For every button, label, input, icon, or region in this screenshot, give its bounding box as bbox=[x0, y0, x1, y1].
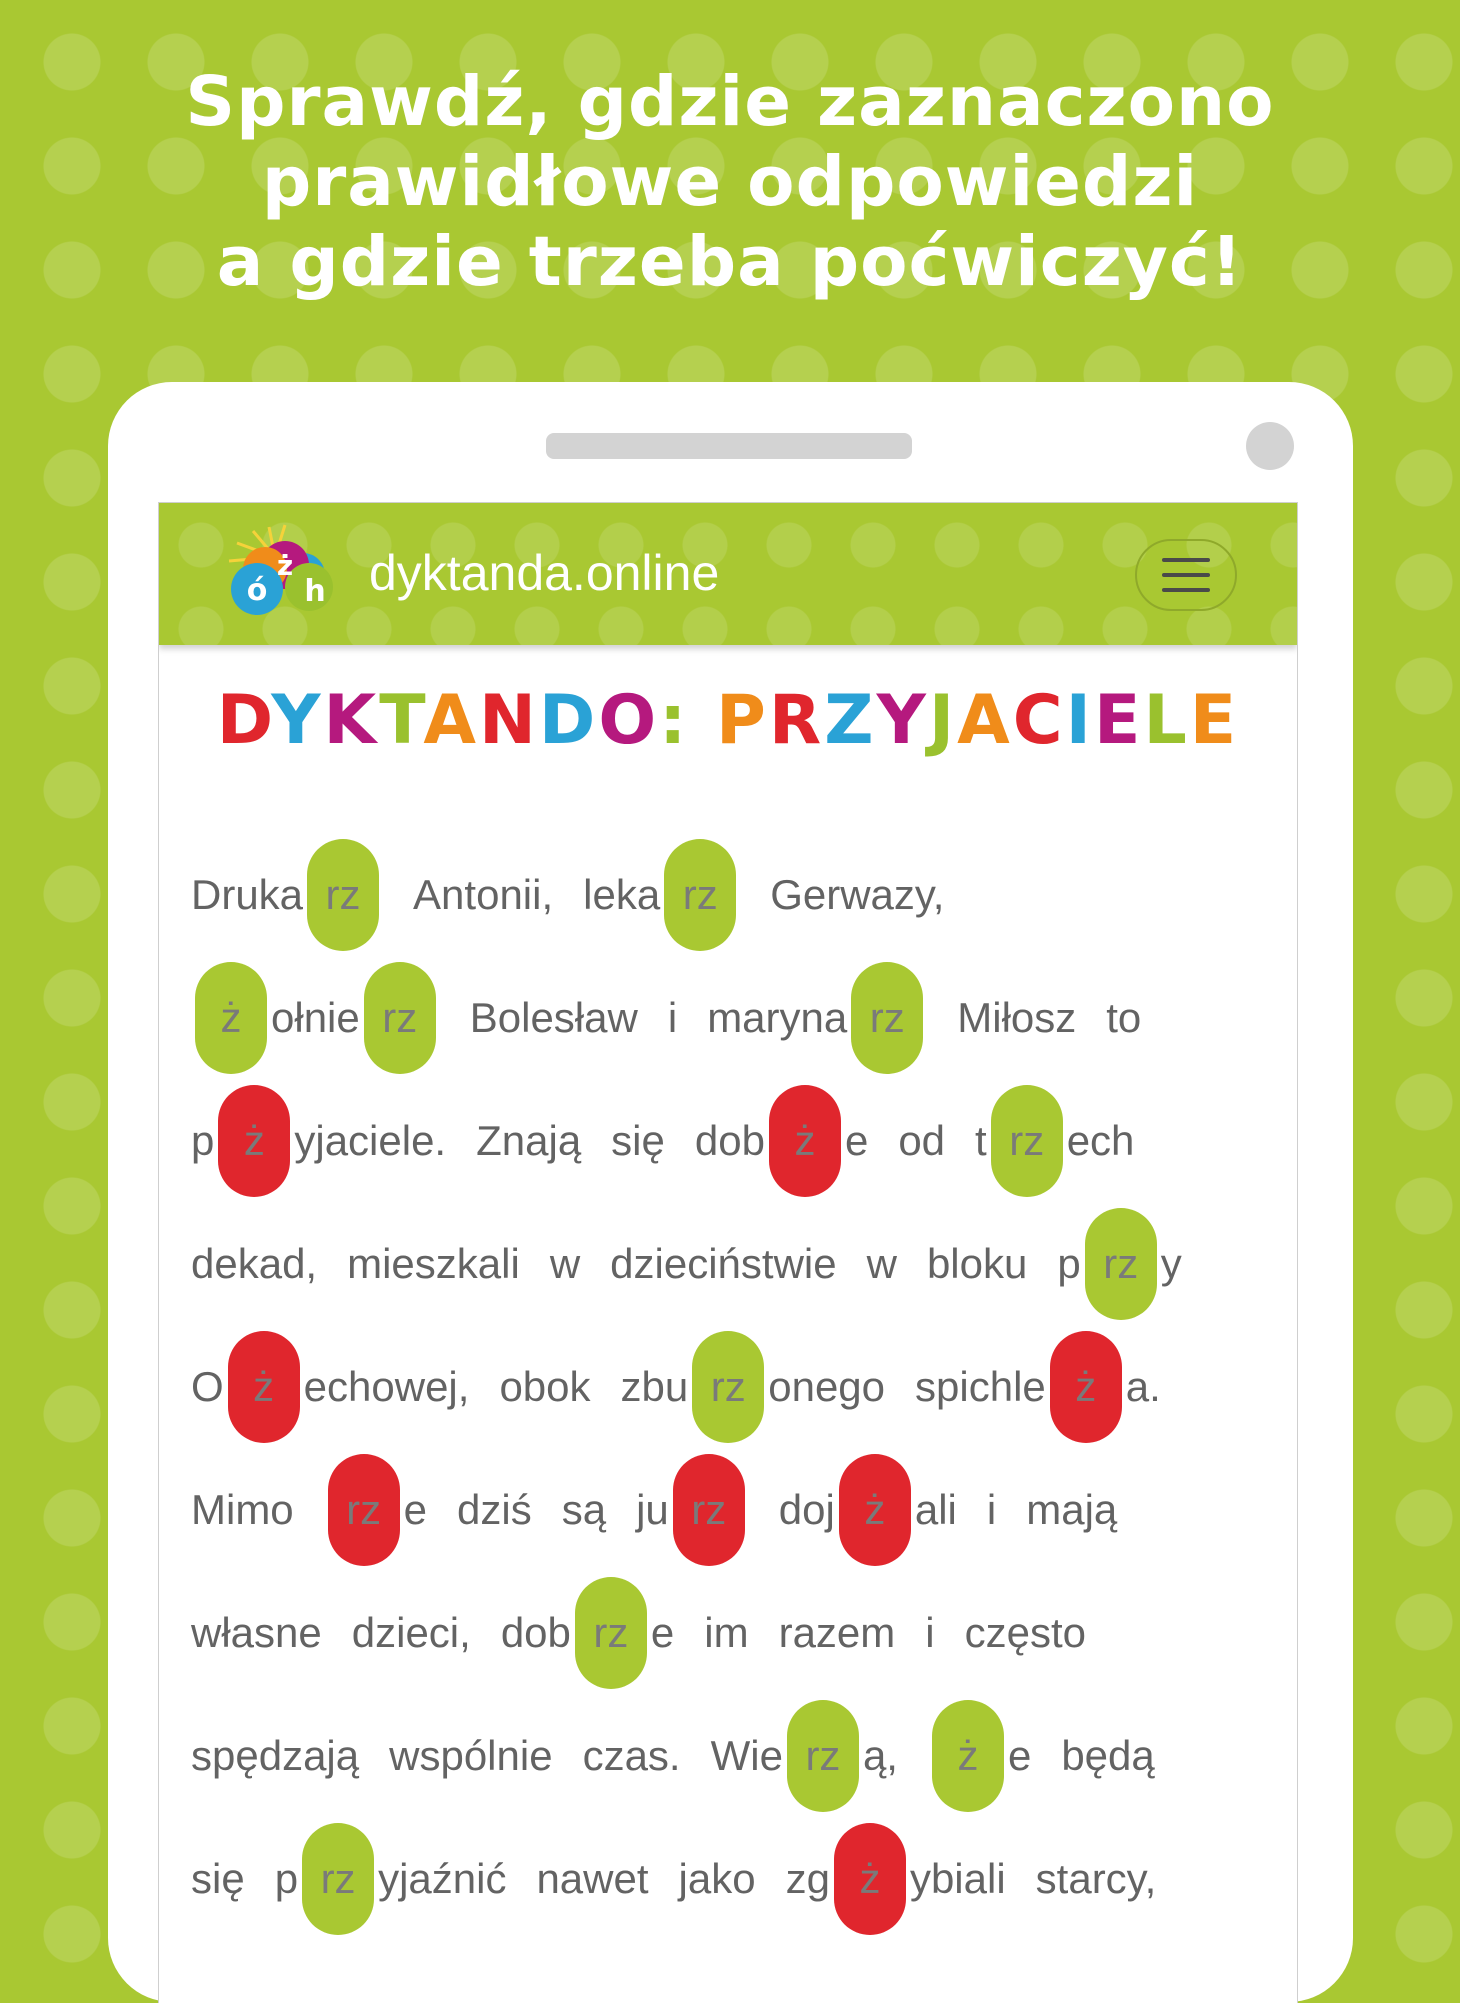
word: razem bbox=[778, 1608, 896, 1656]
word: leka bbox=[583, 870, 661, 918]
headline-line-2: prawidłowe odpowiedzi bbox=[261, 142, 1199, 222]
word: często bbox=[964, 1608, 1087, 1656]
answer-incorrect[interactable]: rz bbox=[328, 1454, 400, 1566]
title-letter: Y bbox=[271, 681, 324, 760]
word: to bbox=[1106, 993, 1142, 1041]
word: p bbox=[274, 1854, 299, 1902]
title-letter: A bbox=[957, 681, 1013, 760]
phone-speaker bbox=[546, 433, 912, 459]
answer-correct[interactable]: rz bbox=[851, 962, 923, 1074]
word: Znają bbox=[476, 1116, 582, 1164]
answer-incorrect[interactable]: ż bbox=[228, 1331, 300, 1443]
word: się bbox=[611, 1116, 665, 1164]
word: a. bbox=[1125, 1362, 1161, 1410]
word: Mimo bbox=[191, 1485, 294, 1533]
word: i bbox=[925, 1608, 935, 1656]
word: dzieciństwie bbox=[610, 1239, 837, 1287]
word: maryna bbox=[707, 993, 848, 1041]
word: od bbox=[898, 1116, 946, 1164]
word: spichle bbox=[915, 1362, 1046, 1410]
navbar bbox=[159, 503, 1297, 645]
answer-correct[interactable]: rz bbox=[307, 839, 379, 951]
word: czas. bbox=[582, 1731, 681, 1779]
headline-line-1: Sprawdź, gdzie zaznaczono bbox=[185, 62, 1275, 142]
title-letter: : bbox=[659, 681, 690, 760]
word: dob bbox=[694, 1116, 765, 1164]
headline-line-3: a gdzie trzeba poćwiczyć! bbox=[216, 222, 1244, 302]
text-line bbox=[191, 833, 1291, 956]
answer-correct[interactable]: rz bbox=[692, 1331, 764, 1443]
word: mieszkali bbox=[347, 1239, 520, 1287]
word: dob bbox=[500, 1608, 571, 1656]
answer-incorrect[interactable]: rz bbox=[673, 1454, 745, 1566]
word: zbu bbox=[620, 1362, 689, 1410]
word: Bolesław bbox=[469, 993, 638, 1041]
word: Druka bbox=[191, 870, 304, 918]
text-line bbox=[191, 956, 1291, 1079]
title-letter: N bbox=[478, 681, 539, 760]
word: dekad, bbox=[191, 1239, 318, 1287]
word: y bbox=[1160, 1239, 1182, 1287]
word: ali bbox=[914, 1485, 957, 1533]
answer-correct[interactable]: rz bbox=[991, 1085, 1063, 1197]
title-letter: O bbox=[598, 681, 660, 760]
text-line bbox=[191, 1079, 1291, 1202]
title-letter bbox=[689, 681, 716, 760]
word: Gerwazy, bbox=[770, 870, 945, 918]
word: i bbox=[667, 993, 678, 1041]
title-letter: A bbox=[423, 681, 479, 760]
word: będą bbox=[1061, 1731, 1155, 1779]
word: są bbox=[561, 1485, 607, 1533]
dictation-title bbox=[159, 681, 1297, 761]
hamburger-icon bbox=[1162, 556, 1210, 594]
menu-button[interactable] bbox=[1135, 539, 1237, 611]
word: Miłosz bbox=[957, 993, 1077, 1041]
title-letter: I bbox=[1065, 681, 1094, 760]
word: echowej, bbox=[303, 1362, 470, 1410]
word: yjaźnić bbox=[378, 1854, 507, 1902]
word: bloku bbox=[926, 1239, 1028, 1287]
text-line bbox=[191, 1202, 1291, 1325]
title-letter: K bbox=[323, 681, 380, 760]
title-letter: Z bbox=[824, 681, 877, 760]
word: e bbox=[650, 1608, 675, 1656]
answer-incorrect[interactable]: ż bbox=[839, 1454, 911, 1566]
title-letter: D bbox=[538, 681, 599, 760]
phone-camera bbox=[1246, 422, 1294, 470]
logo-letter-o: ó bbox=[246, 573, 268, 608]
word: e bbox=[844, 1116, 869, 1164]
answer-correct[interactable]: ż bbox=[195, 962, 267, 1074]
word: e bbox=[1007, 1731, 1032, 1779]
answer-correct[interactable]: rz bbox=[664, 839, 736, 951]
word: doj bbox=[778, 1485, 835, 1533]
word: mają bbox=[1026, 1485, 1118, 1533]
answer-correct[interactable]: rz bbox=[787, 1700, 859, 1812]
text-line bbox=[191, 1694, 1291, 1817]
word: w bbox=[549, 1239, 581, 1287]
text-line bbox=[191, 1571, 1291, 1694]
word: p bbox=[1057, 1239, 1081, 1287]
word: jako bbox=[678, 1854, 756, 1902]
word: im bbox=[704, 1608, 749, 1656]
word: t bbox=[975, 1116, 987, 1164]
title-letter: P bbox=[716, 681, 769, 760]
promo-headline bbox=[0, 62, 1460, 302]
word: O bbox=[191, 1362, 224, 1410]
word: ybiali bbox=[909, 1854, 1006, 1902]
answer-correct[interactable]: rz bbox=[364, 962, 436, 1074]
word: obok bbox=[499, 1362, 591, 1410]
title-letter: T bbox=[379, 681, 424, 760]
logo-letter-h: h bbox=[304, 574, 326, 609]
title-letter: E bbox=[1189, 681, 1240, 760]
answer-correct[interactable]: rz bbox=[575, 1577, 647, 1689]
answer-incorrect[interactable]: ż bbox=[834, 1823, 906, 1935]
word: się bbox=[191, 1854, 245, 1902]
word: ech bbox=[1066, 1116, 1135, 1164]
word: ą, bbox=[862, 1731, 898, 1779]
answer-incorrect[interactable]: ż bbox=[769, 1085, 841, 1197]
text-line bbox=[191, 1448, 1291, 1571]
answer-incorrect[interactable]: ż bbox=[218, 1085, 290, 1197]
title-letter: C bbox=[1012, 681, 1066, 760]
title-letter: D bbox=[216, 681, 272, 760]
word: Antonii, bbox=[413, 870, 554, 918]
word: e bbox=[403, 1485, 428, 1533]
title-letter: E bbox=[1093, 681, 1144, 760]
word: dziś bbox=[457, 1485, 532, 1533]
word: zg bbox=[785, 1854, 830, 1902]
logo-letter-z: ż bbox=[276, 549, 294, 582]
word: spędzają bbox=[191, 1731, 360, 1779]
title-letter: Y bbox=[876, 681, 929, 760]
text-line bbox=[191, 1325, 1291, 1448]
answer-correct[interactable]: rz bbox=[302, 1823, 374, 1935]
title-letter: J bbox=[928, 681, 958, 760]
dictation-text bbox=[191, 833, 1291, 1940]
word: starcy, bbox=[1035, 1854, 1157, 1902]
word: yjaciele. bbox=[294, 1116, 447, 1164]
word: Wie bbox=[710, 1731, 783, 1779]
word: dzieci, bbox=[351, 1608, 471, 1656]
phone-frame bbox=[108, 382, 1353, 2002]
word: w bbox=[866, 1239, 897, 1287]
text-line bbox=[191, 1817, 1291, 1940]
word: nawet bbox=[536, 1854, 649, 1902]
title-letter: R bbox=[768, 681, 825, 760]
title-letter: L bbox=[1143, 681, 1190, 760]
word: ołnie bbox=[271, 993, 360, 1041]
brand-name[interactable]: dyktanda.online bbox=[369, 545, 720, 601]
answer-correct[interactable]: ż bbox=[932, 1700, 1004, 1812]
word: i bbox=[986, 1485, 997, 1533]
logo-icon[interactable] bbox=[213, 521, 353, 621]
word: własne bbox=[191, 1608, 322, 1656]
answer-incorrect[interactable]: ż bbox=[1050, 1331, 1122, 1443]
word: p bbox=[191, 1116, 215, 1164]
word: wspólnie bbox=[389, 1731, 553, 1779]
word: ju bbox=[636, 1485, 669, 1533]
word: onego bbox=[768, 1362, 886, 1410]
phone-screen bbox=[158, 502, 1298, 2003]
answer-correct[interactable]: rz bbox=[1085, 1208, 1157, 1320]
